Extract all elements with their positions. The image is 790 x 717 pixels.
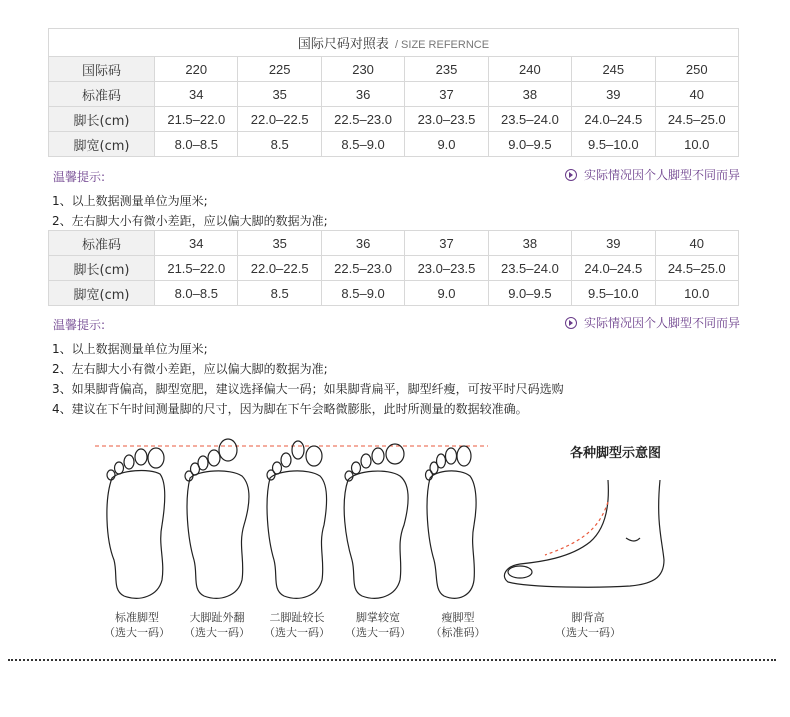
table-cell: 230 xyxy=(321,57,404,82)
foot-type-advice: （选大一码） xyxy=(264,626,330,639)
table-cell: 22.5–23.0 xyxy=(321,107,404,132)
long-second-toe-foot-icon xyxy=(267,441,327,598)
row-header: 标准码 xyxy=(49,231,155,256)
row-header: 国际码 xyxy=(49,57,155,82)
note-line: 1、以上数据测量单位为厘米; xyxy=(52,194,208,208)
standard-foot-icon xyxy=(107,448,165,598)
table-cell: 39 xyxy=(572,231,655,256)
table-cell: 40 xyxy=(655,231,739,256)
table-cell: 9.0–9.5 xyxy=(488,281,571,306)
table-row xyxy=(49,132,739,157)
foot-type-advice: （标准码） xyxy=(430,626,486,639)
tip-label: 温馨提示: xyxy=(53,318,106,332)
wide-forefoot-icon xyxy=(344,444,408,598)
note-line: 4、建议在下午时间测量脚的尺寸，因为脚在下午会略微膨胀，此时所测量的数据较准确。 xyxy=(52,402,528,416)
foot-type-caption xyxy=(92,610,182,640)
table-cell: 23.0–23.5 xyxy=(405,107,488,132)
foot-type-name: 标准脚型 xyxy=(115,611,159,624)
table-title-cell xyxy=(49,29,739,57)
table-cell: 240 xyxy=(488,57,571,82)
table-cell: 10.0 xyxy=(655,281,739,306)
play-circle-icon xyxy=(565,169,577,181)
table-cell: 245 xyxy=(572,57,655,82)
table-cell: 8.5–9.0 xyxy=(321,132,404,157)
table-cell: 40 xyxy=(655,82,739,107)
note-line: 2、左右脚大小有微小差距，应以偏大脚的数据为准; xyxy=(52,362,328,376)
table-cell: 23.5–24.0 xyxy=(488,256,571,281)
foot-type-caption xyxy=(413,610,503,640)
foot-type-name: 大脚趾外翻 xyxy=(189,611,245,624)
table-cell: 35 xyxy=(238,231,321,256)
table-cell: 38 xyxy=(488,231,571,256)
table-cell: 9.0 xyxy=(405,281,488,306)
table-cell: 250 xyxy=(655,57,739,82)
table-title: 国际尺码对照表 xyxy=(297,37,389,52)
dotted-divider xyxy=(8,659,776,661)
foot-type-advice: （选大一码） xyxy=(184,626,250,639)
note-line: 2、左右脚大小有微小差距，应以偏大脚的数据为准; xyxy=(52,214,328,228)
table-cell: 24.0–24.5 xyxy=(572,256,655,281)
table-cell: 34 xyxy=(155,82,238,107)
table-row xyxy=(49,82,739,107)
foot-types-illustration xyxy=(0,430,790,620)
table-title-row xyxy=(49,29,739,57)
play-circle-icon xyxy=(565,317,577,329)
foot-type-name: 脚掌较宽 xyxy=(356,611,400,624)
table-cell: 8.5 xyxy=(238,281,321,306)
foot-type-name: 脚背高 xyxy=(571,611,605,624)
table-cell: 8.0–8.5 xyxy=(155,281,238,306)
table-cell: 38 xyxy=(488,82,571,107)
foot-type-caption xyxy=(333,610,423,640)
table-cell: 21.5–22.0 xyxy=(155,256,238,281)
table-cell: 22.0–22.5 xyxy=(238,107,321,132)
table-cell: 220 xyxy=(155,57,238,82)
table-cell: 22.0–22.5 xyxy=(238,256,321,281)
individual-difference-note xyxy=(565,166,740,183)
note-line: 3、如果脚背偏高，脚型宽肥，建议选择偏大一码；如果脚背扁平，脚型纤瘦，可按平时尺码选购 xyxy=(52,382,564,396)
table-cell: 39 xyxy=(572,82,655,107)
table-cell: 34 xyxy=(155,231,238,256)
row-header: 脚宽(cm) xyxy=(49,281,155,306)
table-row xyxy=(49,57,739,82)
table-cell: 22.5–23.0 xyxy=(321,256,404,281)
size-table-standard xyxy=(48,230,739,306)
slim-foot-icon xyxy=(426,446,477,598)
row-header: 标准码 xyxy=(49,82,155,107)
table-cell: 21.5–22.0 xyxy=(155,107,238,132)
note-text: 实际情况因个人脚型不同而异 xyxy=(583,316,740,330)
table-cell: 9.5–10.0 xyxy=(572,132,655,157)
row-header: 脚长(cm) xyxy=(49,256,155,281)
tip-label: 温馨提示: xyxy=(53,170,106,184)
table-cell: 35 xyxy=(238,82,321,107)
table-cell: 24.0–24.5 xyxy=(572,107,655,132)
note-line: 1、以上数据测量单位为厘米; xyxy=(52,342,208,356)
table-cell: 8.0–8.5 xyxy=(155,132,238,157)
table-cell: 9.5–10.0 xyxy=(572,281,655,306)
foot-type-name: 瘦脚型 xyxy=(441,611,475,624)
table-cell: 8.5 xyxy=(238,132,321,157)
high-instep-foot-icon xyxy=(504,480,664,587)
table-cell: 8.5–9.0 xyxy=(321,281,404,306)
note-text: 实际情况因个人脚型不同而异 xyxy=(583,168,740,182)
table-row xyxy=(49,107,739,132)
table-cell: 9.0 xyxy=(405,132,488,157)
size-table-international xyxy=(48,28,739,157)
table-row xyxy=(49,231,739,256)
foot-type-caption xyxy=(172,610,262,640)
foot-type-advice: （选大一码） xyxy=(345,626,411,639)
table-cell: 24.5–25.0 xyxy=(655,256,739,281)
table-row xyxy=(49,256,739,281)
table-row xyxy=(49,281,739,306)
foot-type-name: 二脚趾较长 xyxy=(269,611,325,624)
table-cell: 36 xyxy=(321,231,404,256)
row-header: 脚宽(cm) xyxy=(49,132,155,157)
table-cell: 36 xyxy=(321,82,404,107)
table-cell: 23.5–24.0 xyxy=(488,107,571,132)
foot-type-advice: （选大一码） xyxy=(555,626,621,639)
table-cell: 37 xyxy=(405,82,488,107)
table-cell: 37 xyxy=(405,231,488,256)
foot-type-caption xyxy=(252,610,342,640)
table-cell: 235 xyxy=(405,57,488,82)
foot-type-advice: （选大一码） xyxy=(104,626,170,639)
individual-difference-note xyxy=(565,314,740,331)
table-cell: 23.0–23.5 xyxy=(405,256,488,281)
bunion-foot-icon xyxy=(185,439,249,598)
foot-types-title: 各种脚型示意图 xyxy=(570,446,662,461)
table-subtitle: / SIZE REFERNCE xyxy=(394,39,490,51)
table-cell: 225 xyxy=(238,57,321,82)
table-cell: 24.5–25.0 xyxy=(655,107,739,132)
table-cell: 9.0–9.5 xyxy=(488,132,571,157)
foot-type-caption xyxy=(543,610,633,640)
row-header: 脚长(cm) xyxy=(49,107,155,132)
table-cell: 10.0 xyxy=(655,132,739,157)
